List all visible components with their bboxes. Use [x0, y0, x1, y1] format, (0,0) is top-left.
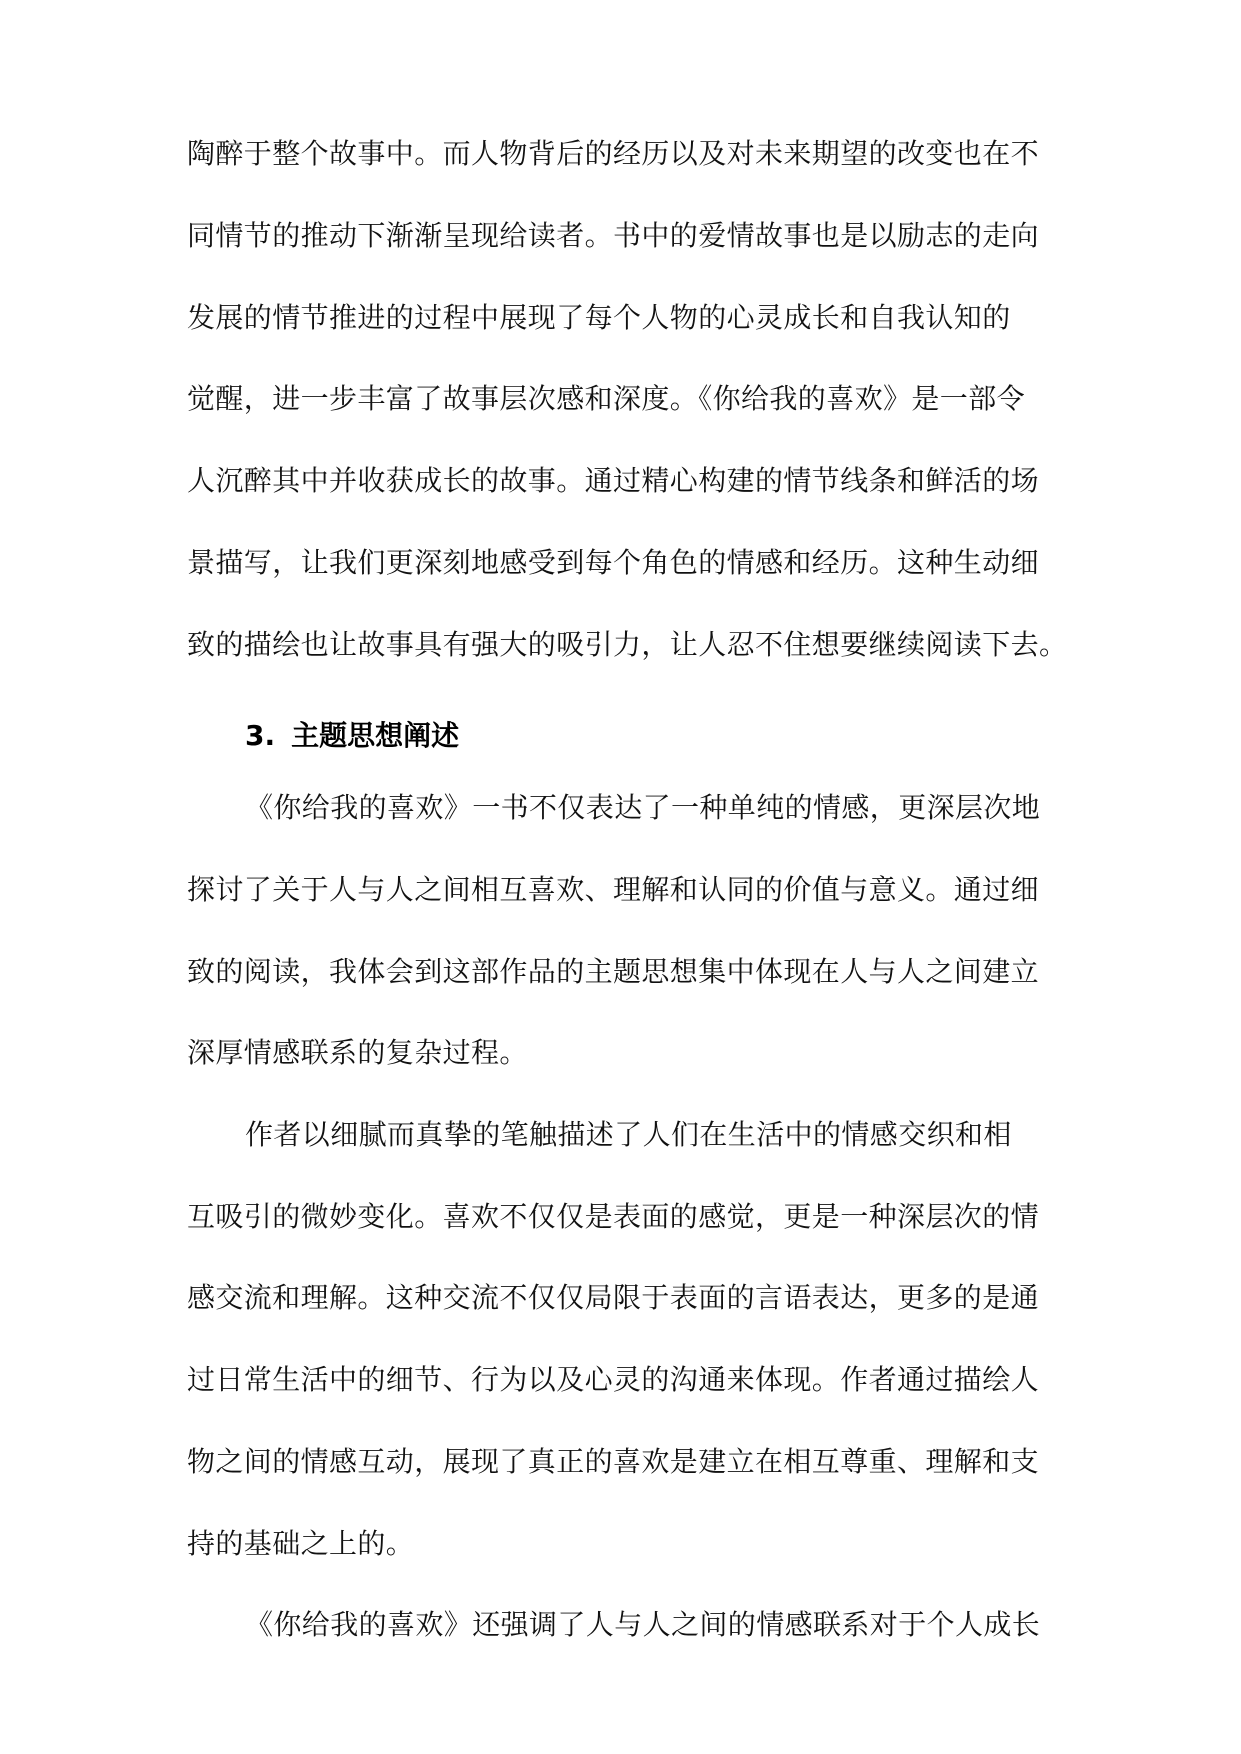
- text-line: 发展的情节推进的过程中展现了每个人物的心灵成长和自我认知的: [187, 301, 1011, 334]
- text-line: 探讨了关于人与人之间相互喜欢、理解和认同的价值与意义。通过细: [187, 873, 1040, 906]
- section-number: 3.: [245, 719, 276, 752]
- text-line: 互吸引的微妙变化。喜欢不仅仅是表面的感觉，更是一种深层次的情: [187, 1200, 1040, 1233]
- text-line: 人沉醉其中并收获成长的故事。通过精心构建的情节线条和鲜活的场: [187, 464, 1040, 497]
- text-line: 致的描绘也让故事具有强大的吸引力，让人忍不住想要继续阅读下去。: [187, 628, 1068, 661]
- text-line: 感交流和理解。这种交流不仅仅局限于表面的言语表达，更多的是通: [187, 1281, 1040, 1314]
- text-line: 持的基础之上的。: [187, 1527, 415, 1560]
- text-line: 作者以细腻而真挚的笔触描述了人们在生活中的情感交织和相: [245, 1118, 1012, 1151]
- text-line: 深厚情感联系的复杂过程。: [187, 1036, 528, 1069]
- text-line: 《你给我的喜欢》一书不仅表达了一种单纯的情感，更深层次地: [245, 791, 1041, 824]
- text-line: 《你给我的喜欢》还强调了人与人之间的情感联系对于个人成长: [245, 1608, 1041, 1641]
- text-line: 物之间的情感互动，展现了真正的喜欢是建立在相互尊重、理解和支: [187, 1445, 1040, 1478]
- text-line: 致的阅读，我体会到这部作品的主题思想集中体现在人与人之间建立: [187, 955, 1040, 988]
- text-line: 景描写，让我们更深刻地感受到每个角色的情感和经历。这种生动细: [187, 546, 1040, 579]
- text-line: 觉醒，进一步丰富了故事层次感和深度。《你给我的喜欢》是一部令: [187, 382, 1026, 415]
- section-heading: [245, 716, 459, 756]
- text-line: 同情节的推动下渐渐呈现给读者。书中的爱情故事也是以励志的走向: [187, 219, 1040, 252]
- text-line: 陶醉于整个故事中。而人物背后的经历以及对未来期望的改变也在不: [187, 137, 1040, 170]
- section-title: 主题思想阐述: [291, 719, 460, 752]
- text-line: 过日常生活中的细节、行为以及心灵的沟通来体现。作者通过描绘人: [187, 1363, 1040, 1396]
